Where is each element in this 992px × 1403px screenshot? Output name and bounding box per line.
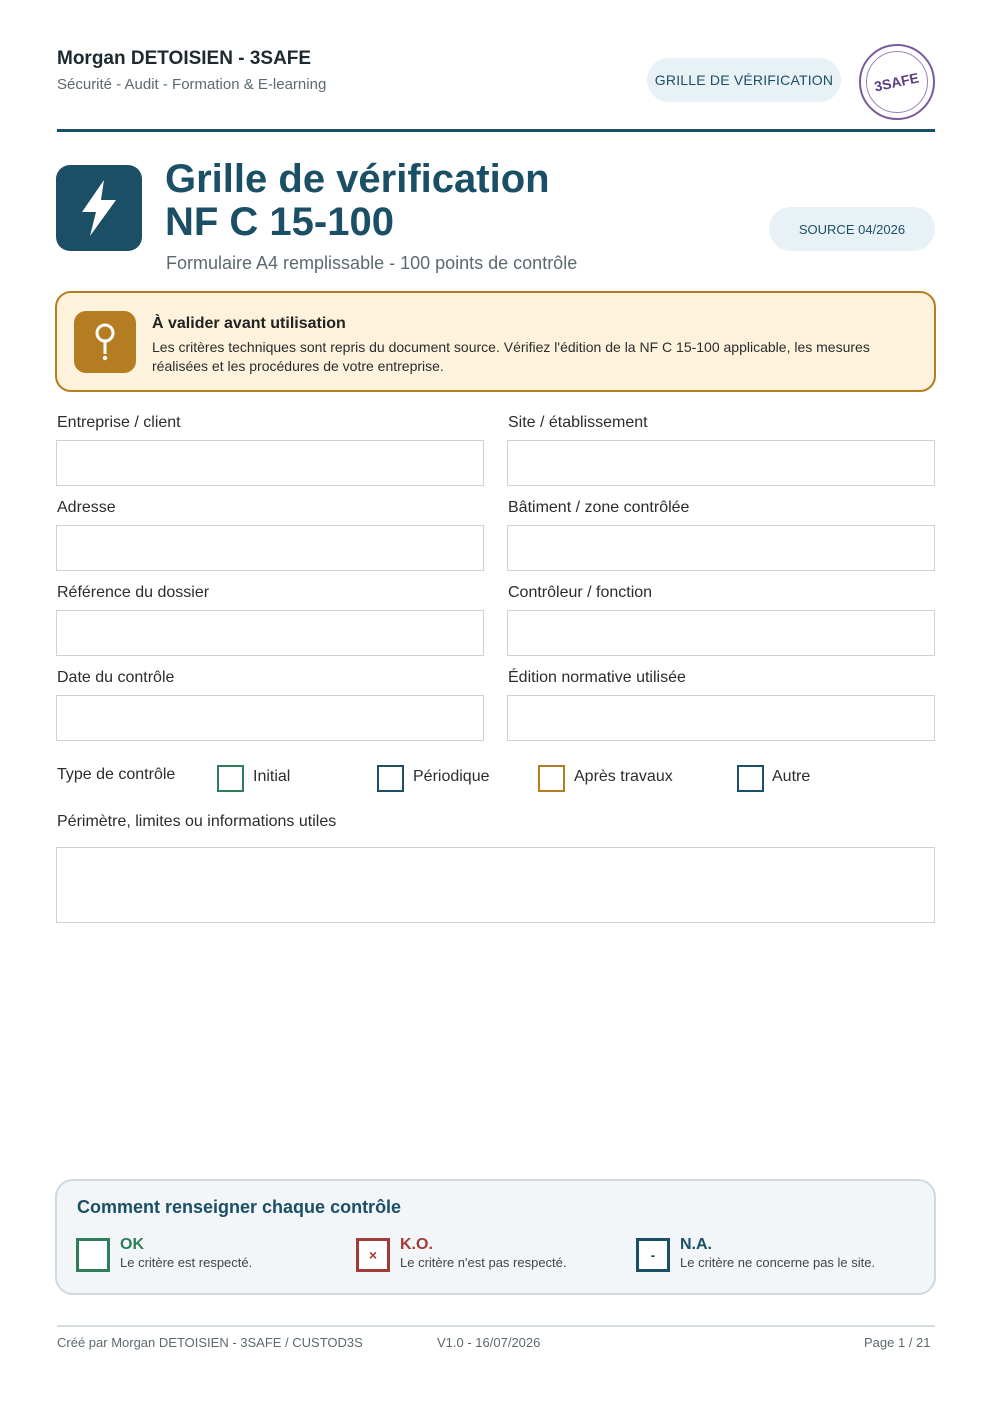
perimeter-label: Périmètre, limites ou informations utiles — [57, 813, 337, 830]
building-label: Bâtiment / zone contrôlée — [508, 499, 690, 516]
periodic-checkbox[interactable] — [377, 765, 404, 792]
legend-na-desc: Le critère ne concerne pas le site. — [680, 1255, 876, 1270]
date-label: Date du contrôle — [57, 669, 175, 686]
company-logo — [859, 44, 935, 120]
logo-text: 3SAFE — [873, 69, 921, 95]
address-input[interactable] — [56, 525, 484, 571]
validation-alert — [55, 291, 936, 392]
source-badge: SOURCE 04/2026 — [769, 207, 935, 251]
client-label: Entreprise / client — [57, 414, 181, 431]
legend-na-box: - — [636, 1238, 670, 1272]
initial-checkbox[interactable] — [217, 765, 244, 792]
footer-divider — [57, 1325, 935, 1327]
other-checkbox[interactable] — [737, 765, 764, 792]
date-input[interactable] — [56, 695, 484, 741]
alert-text: Les critères techniques sont repris du document source. Vérifiez l'édition de la NF C 15-100 applicable, les mesures réalisées et les procédures de votre entreprise. — [152, 339, 870, 374]
footer-created-by: Créé par Morgan DETOISIEN - 3SAFE / CUSTOD3S — [57, 1335, 363, 1350]
legend-ok-desc: Le critère est respecté. — [120, 1255, 253, 1270]
initial-checkbox-label: Initial — [253, 768, 291, 785]
footer-page-number: Page 1 / 21 — [864, 1335, 931, 1350]
edition-label: Édition normative utilisée — [508, 669, 686, 686]
document-type-badge: GRILLE DE VÉRIFICATION — [647, 58, 841, 102]
legend-ko-box: × — [356, 1238, 390, 1272]
legend-na-name: N.A. — [680, 1236, 712, 1253]
after-works-checkbox-label: Après travaux — [574, 768, 673, 785]
alert-title: À valider avant utilisation — [152, 315, 346, 332]
legend-title: Comment renseigner chaque contrôle — [77, 1197, 402, 1217]
client-input[interactable] — [56, 440, 484, 486]
legend-ok-name: OK — [120, 1236, 144, 1253]
footer-version: V1.0 - 16/07/2026 — [437, 1335, 541, 1350]
legend-ko-name: K.O. — [400, 1236, 433, 1253]
page-subtitle: Formulaire A4 remplissable - 100 points de contrôle — [166, 253, 578, 273]
after-works-checkbox[interactable] — [538, 765, 565, 792]
page-title — [165, 158, 550, 244]
periodic-checkbox-label: Périodique — [413, 768, 490, 785]
document-header — [57, 44, 935, 130]
control-type-label: Type de contrôle — [57, 766, 176, 783]
key-hole-icon — [74, 311, 136, 373]
page-title-line1: Grille de vérification — [165, 157, 550, 201]
building-input[interactable] — [507, 525, 935, 571]
site-input[interactable] — [507, 440, 935, 486]
perimeter-textarea[interactable] — [56, 847, 935, 923]
controller-input[interactable] — [507, 610, 935, 656]
lightning-bolt-icon — [56, 165, 142, 251]
address-label: Adresse — [57, 499, 116, 516]
controller-label: Contrôleur / fonction — [508, 584, 653, 601]
reference-input[interactable] — [56, 610, 484, 656]
reference-label: Référence du dossier — [57, 584, 210, 601]
legend-ko-desc: Le critère n'est pas respecté. — [400, 1255, 567, 1270]
header-divider — [57, 129, 935, 132]
brand-tagline: Sécurité - Audit - Formation & E-learning — [57, 76, 327, 93]
brand-name: Morgan DETOISIEN - 3SAFE — [57, 48, 312, 69]
other-checkbox-label: Autre — [772, 768, 811, 785]
site-label: Site / établissement — [508, 414, 648, 431]
page-title-line2: NF C 15-100 — [165, 200, 394, 244]
edition-input[interactable] — [507, 695, 935, 741]
legend-ok-box — [76, 1238, 110, 1272]
legend-panel — [55, 1179, 936, 1295]
